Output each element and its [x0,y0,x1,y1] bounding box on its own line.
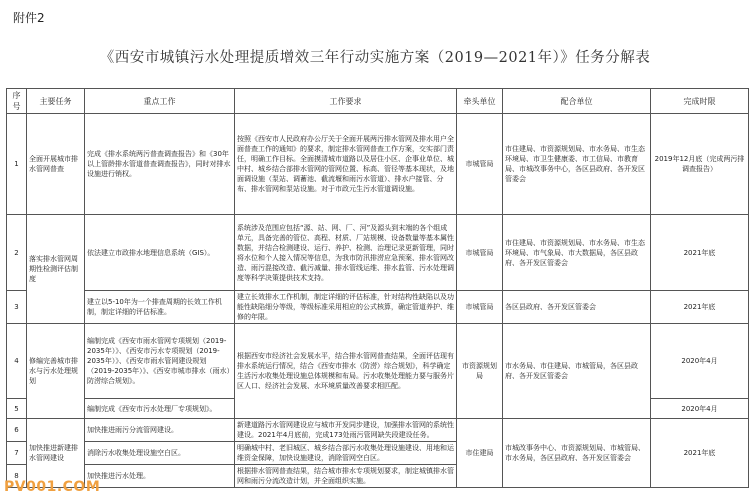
header-work: 重点工作 [85,89,235,114]
row-coop: 各区县政府、各开发区管委会 [503,291,651,324]
row-work: 编制完成《西安市雨水管网专项规划（2019-2035年）》、《西安市污水专项规划（2019-2035年）》、《西安市雨水管网建设规划（2019-2035年）》、《西安市城市排水（雨水）防涝综合规划》。 [85,324,235,399]
row-work: 完成《排水系统两污普查调查报告》和《30年以上管龄排水管道普查调查报告》，同时对排水设施进行销权。 [85,114,235,215]
row-coop: 市水务局、市住建局、市城管局，各区县政府、各开发区管委会 [503,324,651,419]
row-num: 2 [7,215,27,291]
row-task: 落实排水管网周期性检测评估制度 [27,215,85,324]
table-row [7,291,749,324]
header-coop: 配合单位 [503,89,651,114]
row-req: 根据排水管网普查结果，结合城市排水专项规划要求，制定城镇排水管网和雨污分流改造计划，并全面组织实施。 [235,465,457,488]
row-time: 2021年底 [651,419,749,488]
table-row [7,215,749,291]
row-num: 4 [7,324,27,399]
row-task: 加快推进新建排水管网建设 [27,419,85,488]
row-work: 建立以5-10年为一个排查周期的长效工作机制，制定详细的评估标准。 [85,291,235,324]
row-coop: 市住建局、市资源规划局、市水务局、市生态环境局、市卫生健康委、市工信局、市教育局、市城改事务中心，各区县政府、各开发区管委会 [503,114,651,215]
header-req: 工作要求 [235,89,457,114]
row-time: 2020年4月 [651,399,749,419]
header-time: 完成时限 [651,89,749,114]
row-time: 2020年4月 [651,324,749,399]
table-row [7,419,749,442]
row-lead: 市城管局 [457,114,503,215]
header-num: 序号 [7,89,27,114]
row-num: 7 [7,442,27,465]
table-row [7,324,749,399]
header-lead: 牵头单位 [457,89,503,114]
row-task: 修编完善城市排水与污水处理规划 [27,324,85,419]
row-req: 建立长效排水工作机制，制定详细的评估标准，针对结构性缺陷以及功能性缺陷细分等级，等级标准采用相应的公式核算，确定管道养护、维修的年限。 [235,291,457,324]
watermark: PV001.COM [4,479,101,495]
row-work: 消除污水收集处理设施空白区。 [85,442,235,465]
row-lead: 市资源规划局 [457,324,503,419]
task-table [6,88,749,488]
row-work: 依法建立市政排水地理信息系统（GIS）。 [85,215,235,291]
row-coop: 市住建局、市资源规划局、市水务局、市生态环境局、市气象局、市大数据局，各区县政府、各开发区管委会 [503,215,651,291]
row-lead: 市住建局 [457,419,503,488]
row-req: 根据西安市经济社会发展水平，结合排水管网普查结果，全面评估现有排水系统运行情况，结合《西安市排水（防涝）综合规划》，科学确定生活污水收集处理设施总体规模和布局。污水收集处理能力要与服务片区人口、经济社会发展、水环境质量改善要求相匹配。 [235,324,457,419]
row-num: 3 [7,291,27,324]
row-req: 明确城中村、老旧城区、城乡结合部污水收集处理设施建设、用地和运维资金保障，加快设施建设，消除管网空白区。 [235,442,457,465]
header-task: 主要任务 [27,89,85,114]
row-coop: 市城改事务中心、市资源规划局、市城管局、市水务局，各区县政府、各开发区管委会 [503,419,651,488]
row-time: 2021年底 [651,215,749,291]
attachment-label: 附件2 [13,11,45,25]
row-req: 系统涉及范围应包括“源、站、网、厂、河”及源头到末端的各个组成单元，具备完善的管位、高程、材质、厂站规模、设备数量等基本属性数据，并结合检测建设、运行、养护、检测、治理记录更新管理，同时将水位和个人接入情况等信息，为我市防汛排涝应急预案、排水管网改造、雨污混接改造、截污减量、排水管线运维、排水监管、污水处理调度等科学决策提供技术支持。 [235,215,457,291]
row-work: 编制完成《西安市污水处理厂专项规划》。 [85,399,235,419]
row-work: 加快推进雨污分流管网建设。 [85,419,235,442]
row-req: 按照《西安市人民政府办公厅关于全面开展两污排水管网及排水用户全面普查工作的通知》的要求，制定排水管网普查工作方案，交实部门责任，明确工作目标。全面摸清城市道路以及居住小区、企事业单位、城中村、城乡结合部排水管网的管网位置、标高、管径等基本现状，及地面调设施（泵站、调蓄池、截流堰和雨污水管道）、排水户接管、分布、排水管网和泵站设施。对于市政元生污水管道调设施。 [235,114,457,215]
row-num: 6 [7,419,27,442]
row-task: 全面开展城市排水管网普查 [27,114,85,215]
row-req: 新建道路污水管网建设应与城市开发同步建设，加强排水管网的系统性建设。2021年4月底前，完成173处雨污管网缺失段建设任务。 [235,419,457,442]
row-time: 2021年底 [651,291,749,324]
row-time: 2019年12月底（完成两污排调查报告） [651,114,749,215]
row-lead: 市城管局 [457,215,503,291]
row-lead: 市城管局 [457,291,503,324]
row-num: 1 [7,114,27,215]
page-title: 《西安市城镇污水处理提质增效三年行动实施方案（2019—2021年）》任务分解表 [99,50,651,66]
row-num: 8 [7,465,27,488]
row-num: 5 [7,399,27,419]
row-work: 加快推进污水处理。 [85,465,235,488]
table-row [7,114,749,215]
header-row [7,89,749,114]
